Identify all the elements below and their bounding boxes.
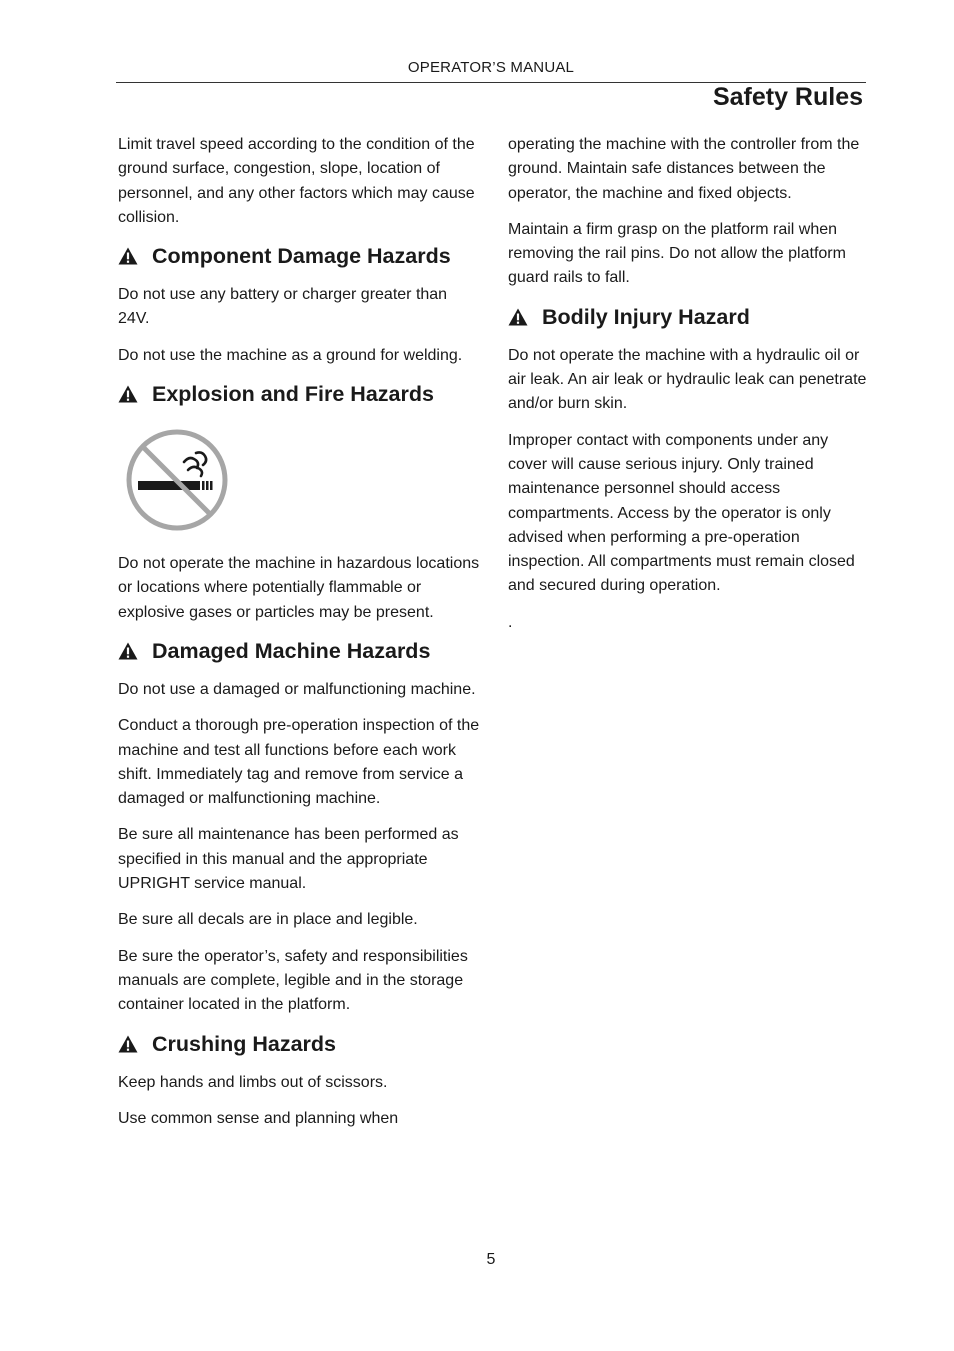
section-heading-text: Component Damage Hazards [152,244,451,269]
paragraph: Do not operate the machine with a hydraulic oil or air leak. An air leak or hydraulic leak can penetrate and/or burn skin. [508,346,867,413]
warning-icon [508,308,528,326]
paragraph: Conduct a thorough pre-operation inspection of the machine and test all functions before each work shift. Immediately tag and remove from service a damaged or malfunctioning machine. [118,717,480,808]
right-column [508,133,870,647]
warning-icon [118,385,138,403]
paragraph: Do not use the machine as a ground for welding. [118,346,463,364]
section-heading-text: Crushing Hazards [152,1031,336,1056]
section-heading-text: Bodily Injury Hazard [542,304,750,329]
page-number: 5 [486,1251,496,1268]
page-title: Safety Rules [712,83,863,111]
paragraph: Be sure the operator’s, safety and responsibilities manuals are complete, legible and in the storage container located in the platform. [118,947,468,1014]
warning-icon [118,642,138,660]
left-column [118,133,480,1143]
damaged-machine-heading [118,637,480,665]
running-header: OPERATOR’S MANUAL [407,59,575,76]
paragraph: Be sure all decals are in place and legible. [118,911,418,929]
paragraph: Do not use any battery or charger greater than 24V. [118,286,448,328]
paragraph: Do not operate the machine in hazardous locations or locations where potentially flammable or explosive gases or particles may be present. [118,555,480,621]
intro-paragraph: Limit travel speed according to the condition of the ground surface, congestion, slope, location of personnel, and any other factors which may cause collision. [118,136,475,226]
explosion-fire-heading [118,380,480,408]
no-smoking-icon [122,426,232,534]
crushing-heading [118,1030,480,1058]
paragraph: operating the machine with the controller from the ground. Maintain safe distances between the operator, the machine and fixed objects. [508,136,860,202]
section-heading-text: Damaged Machine Hazards [152,638,431,663]
trailing-mark: . [508,613,513,631]
paragraph: Maintain a firm grasp on the platform rail when removing the rail pins. Do not allow the platform guard rails to fall. [508,220,846,287]
paragraph: Improper contact with components under any cover will cause serious injury. Only trained maintenance personnel should access compartments. Access by the operator is only advised when performing a pre-operation inspection. All compartments must remain closed and secured during operation. [508,431,855,595]
bodily-injury-heading [508,303,870,331]
warning-icon [118,1035,138,1053]
warning-icon [118,247,138,265]
paragraph: Use common sense and planning when [118,1109,399,1127]
paragraph: Keep hands and limbs out of scissors. [118,1073,388,1091]
paragraph: Do not use a damaged or malfunctioning machine. [118,680,476,698]
section-heading-text: Explosion and Fire Hazards [152,382,434,407]
component-damage-heading [118,242,480,270]
paragraph: Be sure all maintenance has been performed as specified in this manual and the appropriate UPRIGHT service manual. [118,826,459,893]
